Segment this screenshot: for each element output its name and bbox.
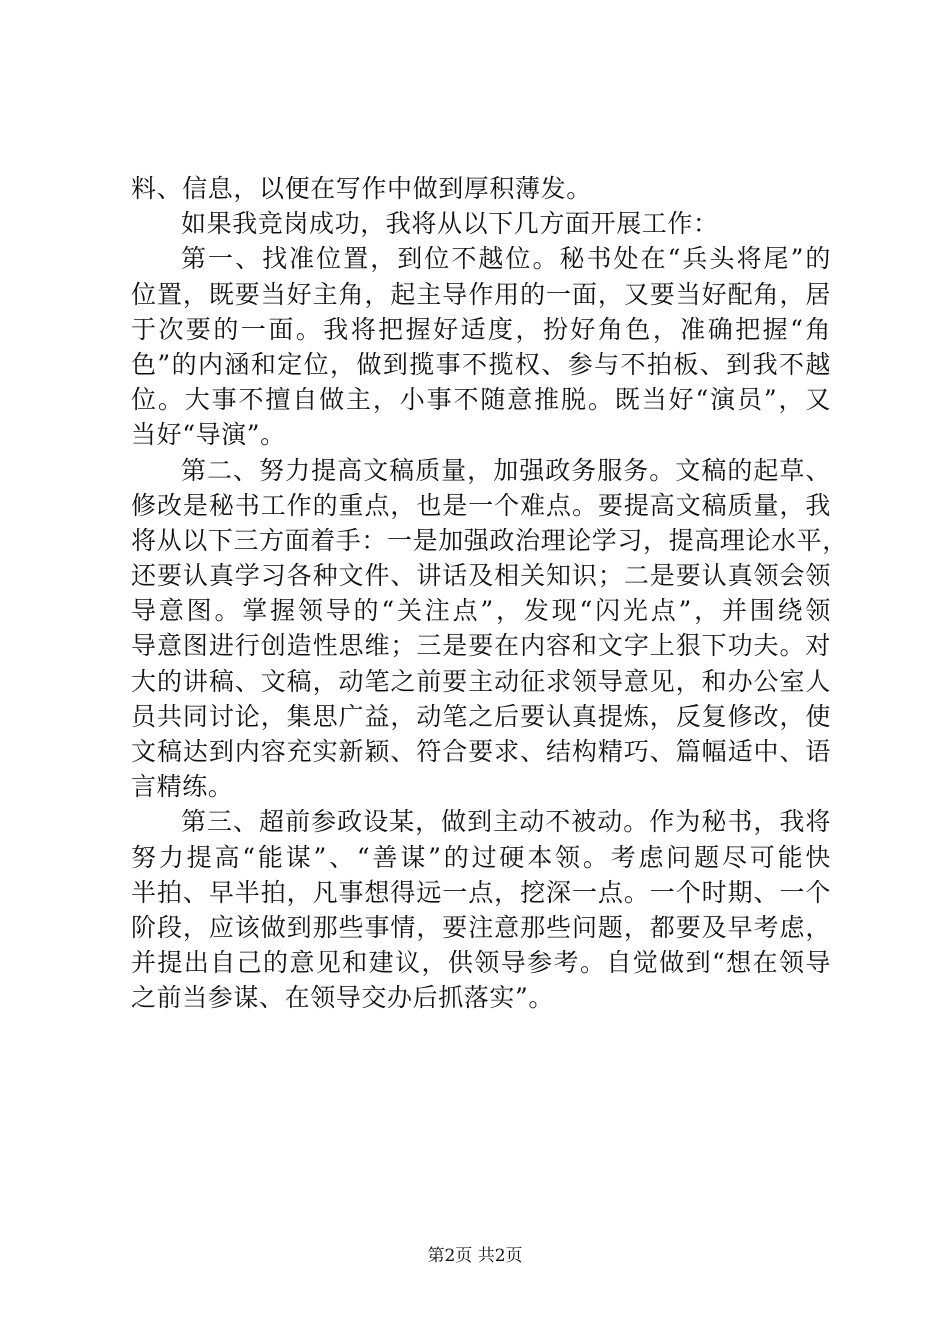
- paragraph-line: 还要认真学习各种文件、讲话及相关知识；二是要认真领会领: [131, 561, 831, 591]
- paragraph-line: 第二、努力提高文稿质量，加强政务服务。文稿的起草、: [181, 455, 831, 485]
- paragraph-line: 于次要的一面。我将把握好适度，扮好角色，准确把握“角: [131, 314, 831, 344]
- paragraph-line: 第一、找准位置，到位不越位。秘书处在“兵头将尾”的: [181, 244, 831, 274]
- paragraph-line: 当好“导演”。: [131, 420, 286, 450]
- paragraph-line: 如果我竞岗成功，我将从以下几方面开展工作：: [181, 209, 719, 239]
- paragraph-line: 之前当参谋、在领导交办后抓落实”。: [131, 983, 554, 1013]
- paragraph-line: 大的讲稿、文稿，动笔之前要主动征求领导意见，和办公室人: [131, 666, 831, 696]
- paragraph-line: 努力提高“能谋”、“善谋”的过硬本领。考虑问题尽可能快: [131, 842, 831, 872]
- page-number-footer: 第2页 共2页: [427, 1246, 523, 1266]
- paragraph-line: 位。大事不擅自做主，小事不随意推脱。既当好“演员”，又: [131, 385, 831, 415]
- paragraph-line: 导意图。掌握领导的“关注点”，发现“闪光点”，并围绕领: [131, 596, 831, 626]
- paragraph-line: 料、信息，以便在写作中做到厚积薄发。: [131, 174, 592, 203]
- document-body: [131, 171, 848, 1016]
- paragraph-line: 修改是秘书工作的重点，也是一个难点。要提高文稿质量，我: [131, 490, 831, 520]
- paragraph-line: 导意图进行创造性思维；三是要在内容和文字上狠下功夫。对: [131, 631, 831, 661]
- paragraph-line: 位置，既要当好主角，起主导作用的一面，又要当好配角，居: [131, 279, 831, 309]
- paragraph-line: 言精练。: [131, 772, 234, 802]
- paragraph-line: 第三、超前参政设某，做到主动不被动。作为秘书，我将: [181, 807, 831, 837]
- paragraph-line: 将从以下三方面着手：一是加强政治理论学习，提高理论水平，: [131, 525, 848, 555]
- paragraph-line: 文稿达到内容充实新颖、符合要求、结构精巧、篇幅适中、语: [131, 737, 831, 766]
- paragraph-line: 员共同讨论，集思广益，动笔之后要认真提炼，反复修改，使: [131, 701, 831, 731]
- paragraph-line: 色”的内涵和定位，做到揽事不揽权、参与不拍板、到我不越: [131, 349, 831, 379]
- paragraph-line: 阶段，应该做到那些事情，要注意那些问题，都要及早考虑，: [131, 912, 831, 942]
- paragraph-line: 半拍、早半拍，凡事想得远一点，挖深一点。一个时期、一个: [131, 877, 831, 907]
- paragraph-line: 并提出自己的意见和建议，供领导参考。自觉做到“想在领导: [131, 948, 831, 978]
